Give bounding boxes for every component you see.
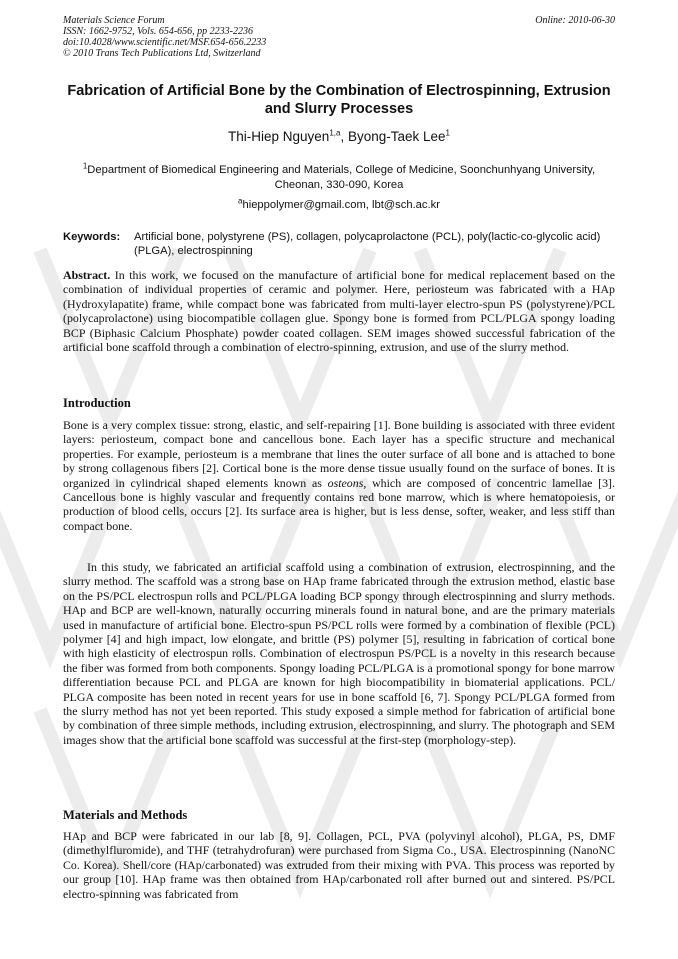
introduction-paragraph-2: In this study, we fabricated an artificial scaffold using a combination of extrusion, electrospinning, and the slurry method. The scaffold was a strong base on HAp frame fabricated through the extrusion method, elastic base on the PS/PCL electrospun rolls and PCL/PLGA loading BCP spongy through electrospinning and slurry methods. HAp and BCP are well-known, naturally occurring minerals found in natural bone, and are the primary materials used in manufacture of artificial bone. Electro-spun PS/PCL rolls were formed by a combination of flexible (PCL) polymer [4] and high impact, low elongate, and brittle (PS) polymer [5], resulting in fabrication of cortical bone with high elasticity of electrospun rolls. Combination of electrospun PS/PCL is a novelty in this research because the fiber was formed from both components. Spongy loading PCL/PLGA is a promotional spongy for bone marrow differentiation because PCL and PLGA are known for high biocompatibility in biomaterial applications. PCL/ PLGA composite has been noted in recent years for use in bone scaffold [6, 7]. Spongy PCL/PLGA formed from the slurry method has not yet been reported. This study exposed a simple method for fabrication of artificial bone by combination of three simple methods, including extrusion, electrospinning, and slurry. The photograph and SEM images show that the artificial bone scaffold was successful at the first-step (morphology-step).: [63, 560, 615, 747]
online-date: Online: 2010-06-30: [535, 15, 615, 26]
email-text: hieppolymer@gmail.com, lbt@sch.ac.kr: [242, 199, 440, 211]
abstract-paragraph: [63, 268, 615, 354]
introduction-paragraph-1: [63, 418, 615, 533]
publication-header: [63, 15, 615, 59]
paper-title: Fabrication of Artificial Bone by the Combination of Electrospinning, Extrusion and Slurry Processes: [67, 83, 611, 117]
affiliation: [80, 163, 598, 193]
author-name: Byong-Taek Lee: [347, 129, 446, 144]
paragraph-text: Bone is a very complex tissue: strong, elastic, and self-repairing [1]. Bone building is associated with three evident layers: periosteum, compact bone and cancellous bone. Each layer has a specific structure and mechanical properties. For example, periosteum is a membrane that lines the outer surface of all bone and is attached to bone by strong collagenous fibers [2]. Cortical bone is the more dense tissue usually found on the surface of bones. It is organized in cylindrical shaped elements known as: [63, 418, 615, 490]
paragraph-text: , which are composed of concentric lamellae [3]. Cancellous bone is highly vascular and frequently contains red bone marrow, which is where hematopoiesis, or production of blood cells, occurs [2]. Its surface area is higher, but is less dense, softer, weaker, and less stiff than compact bone.: [63, 475, 615, 533]
section-heading-introduction: Introduction: [63, 396, 131, 410]
author-separator: ,: [340, 129, 348, 144]
author-emails: [60, 196, 618, 211]
keywords: [63, 230, 615, 258]
issn-line: ISSN: 1662-9752, Vols. 654-656, pp 2233-2236: [63, 26, 253, 37]
doi-line: doi:10.4028/www.scientific.net/MSF.654-656.2233: [63, 37, 267, 48]
abstract-text: In this work, we focused on the manufacture of artificial bone for medical replacement based on the combination of individual properties of ceramic and polymer. Here, periosteum was fabricated with a HAp (Hydroxylapatite) frame, while compact bone was fabricated from multi-layer electro-spun PS (polystyrene)/PCL (polycaprolactone) using biocompatible collagen glue. Spongy bone is formed from PCL/PLGA spongy loading BCP (Biphasic Calcium Phosphate) powder coated collagen. SEM images showed successful fabrication of the artificial bone scaffold through a combination of electro-spinning, extrusion, and use of the slurry method.: [63, 268, 615, 355]
copyright-line: © 2010 Trans Tech Publications Ltd, Switzerland: [63, 48, 261, 59]
emphasized-term: osteons: [327, 475, 364, 490]
keywords-text: Artificial bone, polystyrene (PS), collagen, polycaprolactone (PCL), poly(lactic-co-glycolic acid) (PLGA), electrospinning: [134, 231, 601, 257]
abstract-label: Abstract.: [63, 268, 111, 282]
author-superscript: 1: [445, 128, 450, 138]
author-superscript: 1,a: [329, 128, 341, 138]
methods-paragraph-1: HAp and BCP were fabricated in our lab [8, 9]. Collagen, PCL, PVA (polyvinyl alcohol), PLGA, PS, DMF (dimethylfluromide), and THF (tetrahydrofuran) were purchased from Sigma Co., USA. Electrospinning (NanoNC Co. Korea). Shell/core (HAp/carbonated) was extruded from their mixing with PVA. This process was reported by our group [10]. HAp frame was then obtained from HAp/carbonated roll after burned out and sintered. PS/PCL electro-spinning was fabricated from: [63, 829, 615, 901]
affiliation-superscript: 1: [82, 161, 88, 171]
affiliation-text: Department of Biomedical Engineering and Materials, College of Medicine, Soonchunhyang University, Cheonan, 330-090, Korea: [87, 164, 596, 191]
email-superscript: a: [238, 196, 243, 206]
author-line: [60, 129, 618, 144]
keywords-label: Keywords:: [63, 231, 121, 243]
author-name: Thi-Hiep Nguyen: [228, 129, 330, 144]
journal-name: Materials Science Forum: [63, 15, 165, 26]
section-heading-methods: Materials and Methods: [63, 808, 188, 822]
